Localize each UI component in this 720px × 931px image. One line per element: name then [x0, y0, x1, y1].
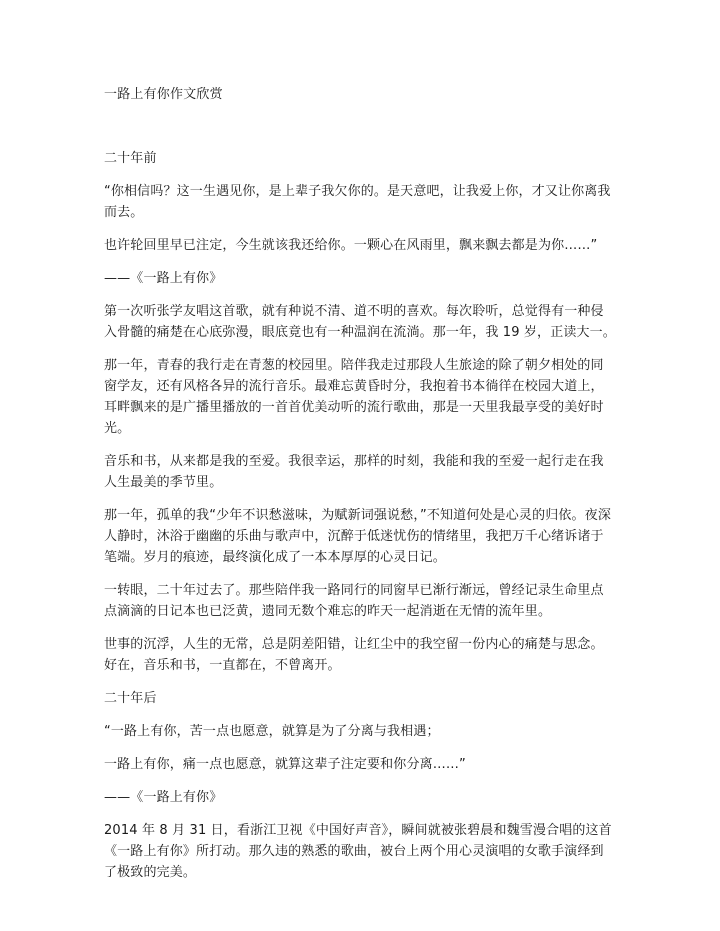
lyric-paragraph: “你相信吗？这一生遇见你，是上辈子我欠你的。是天意吧，让我爱上你，才又让你离我而去。	[104, 184, 611, 220]
body-paragraph: 那一年，孤单的我“少年不识愁滋味，为赋新词强说愁，”不知道何处是心灵的归依。夜深人静时，沐浴于幽幽的乐曲与歌声中，沉醉于低迷忧伤的情绪里，我把万千心绪诉诸于笔端。岁月的痕迹，最终演化成了一本本厚厚的心灵日记。	[104, 508, 611, 565]
lyric-paragraph: 一路上有你，痛一点也愿意，就算这辈子注定要和你分离……”	[104, 757, 466, 772]
body-paragraph: 第一次听张学友唱这首歌，就有种说不清、道不明的喜欢。每次聆听，总觉得有一种侵入骨髓的痛楚在心底弥漫，眼底竟也有一种温润在流淌。那一年，我 19 岁，正读大一。	[104, 304, 616, 340]
section-heading: 二十年后	[104, 691, 157, 706]
song-attribution: ——《一路上有你》	[104, 790, 223, 805]
lyric-paragraph: 也许轮回里早已注定，今生就该我还给你。一颗心在风雨里，飘来飘去都是为你……”	[104, 238, 598, 253]
body-paragraph: 一转眼，二十年过去了。那些陪伴我一路同行的同窗早已渐行渐远，曾经记录生命里点点滴滴的日记本也已泛黄，遗同无数个难忘的昨天一起消逝在无情的流年里。	[104, 583, 604, 619]
document-body	[104, 148, 616, 883]
body-paragraph: 2014 年 8 月 31 日，看浙江卫视《中国好声音》，瞬间就被张碧晨和魏雪漫合唱的这首《一路上有你》所打动。那久违的熟悉的歌曲，被台上两个用心灵演唱的女歌手演绎到了极致的完美。	[104, 823, 612, 880]
section-heading: 二十年前	[104, 151, 157, 166]
body-paragraph: 世事的沉浮，人生的无常，总是阴差阳错，让红尘中的我空留一份内心的痛楚与思念。好在，音乐和书，一直都在，不曾离开。	[104, 637, 604, 673]
body-paragraph: 音乐和书，从来都是我的至爱。我很幸运，那样的时刻，我能和我的至爱一起行走在我人生最美的季节里。	[104, 454, 604, 490]
lyric-paragraph: “一路上有你，苦一点也愿意，就算是为了分离与我相遇；	[104, 724, 440, 739]
body-paragraph: 那一年，青春的我行走在青葱的校园里。陪伴我走过那段人生旅途的除了朝夕相处的同窗学友，还有风格各异的流行音乐。最难忘黄昏时分，我抱着书本徜徉在校园大道上，耳畔飘来的是广播里播放的一首首优美动听的流行歌曲，那是一天里我最享受的美好时光。	[104, 358, 604, 436]
song-attribution: ——《一路上有你》	[104, 271, 223, 286]
document-title: 一路上有你作文欣赏	[104, 87, 223, 102]
document-page	[104, 86, 616, 895]
